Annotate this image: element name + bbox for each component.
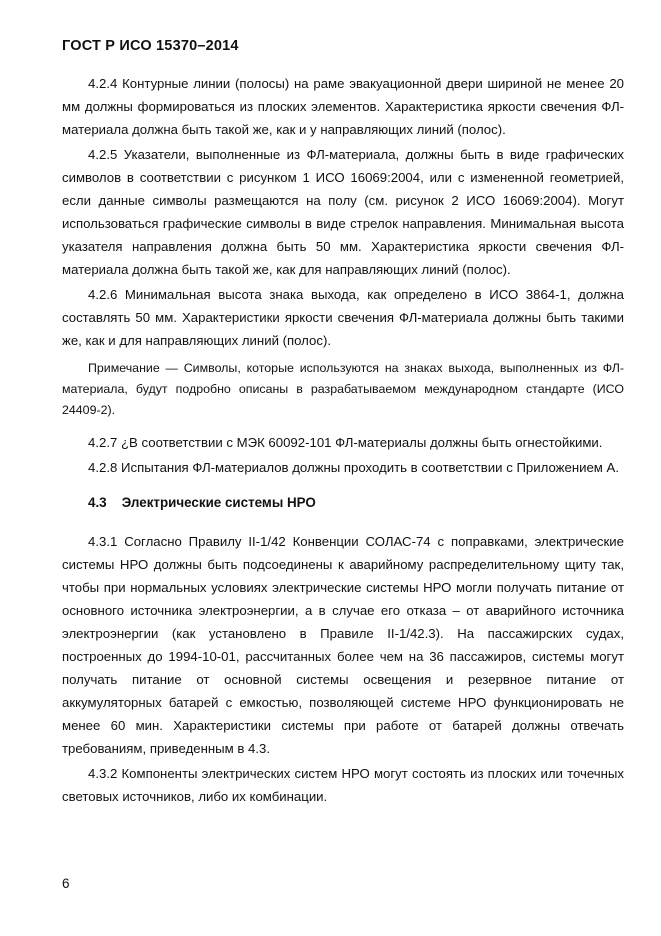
paragraph-4-2-7: 4.2.7 ¿В соответствии с МЭК 60092-101 ФЛ-материалы должны быть огнестойкими. — [88, 435, 603, 450]
section-number: 4.3 — [88, 495, 107, 510]
paragraph-4-2-5: 4.2.5 Указатели, выполненные из ФЛ-материала, должны быть в виде графических символов в соответствии с рисунком 1 ИСО 16069:2004, или с измененной геометрией, если данные символы размещаются на полу (см. рисунок 2 ИСО 16069:2004). Могут использоваться графические символы в виде стрелок направления. Минимальная высота указателя направления должна быть 50 мм. Характеристика яркости свечения ФЛ-материала должна быть такой же, как для направляющих линий (полос). — [62, 147, 624, 277]
page-number: 6 — [62, 876, 70, 891]
section-heading — [62, 491, 624, 514]
page-body — [62, 72, 624, 810]
paragraph-4-3-1: 4.3.1 Согласно Правилу II-1/42 Конвенции СОЛАС-74 с поправками, электрические системы НРО должны быть подсоединены к аварийному распределительному щиту так, чтобы при нормальных условиях электрические системы НРО могли получать питание от основного источника электроэнергии, а в случае его отказа – от аварийного источника электроэнергии (как установлено в Правиле II-1/42.3). На пассажирских судах, построенных до 1994-10-01, рассчитанных более чем на 36 пассажиров, системы могут получать питание от основной системы освещения и резервное питание от аккумуляторных батарей с емкостью, позволяющей системе НРО функционировать не менее 60 мин. Характеристики системы при работе от батарей должны отвечать требованиям, приведенным в 4.3. — [62, 534, 624, 756]
section-title: Электрические системы НРО — [121, 495, 316, 510]
paragraph-4-2-8: 4.2.8 Испытания ФЛ-материалов должны проходить в соответствии с Приложением А. — [88, 460, 619, 475]
note-paragraph: Примечание — Символы, которые используются на знаках выхода, выполненных из ФЛ-материала, будут подробно описаны в разрабатываемом международном стандарте (ИСО 24409-2). — [62, 361, 624, 417]
paragraph-4-3-2: 4.3.2 Компоненты электрических систем НРО могут состоять из плоских или точечных световых источников, либо их комбинации. — [62, 766, 624, 804]
paragraph-4-2-4: 4.2.4 Контурные линии (полосы) на раме эвакуационной двери шириной не менее 20 мм должны формироваться из плоских элементов. Характеристика яркости свечения ФЛ-материала должна быть такой же, как и у направляющих линий (полос). — [62, 76, 624, 137]
paragraph-4-2-6: 4.2.6 Минимальная высота знака выхода, как определено в ИСО 3864-1, должна составлять 50 мм. Характеристики яркости свечения ФЛ-материала должны быть такими же, как и для направляющих линий (полос). — [62, 287, 624, 348]
document-header: ГОСТ Р ИСО 15370–2014 — [62, 38, 239, 54]
